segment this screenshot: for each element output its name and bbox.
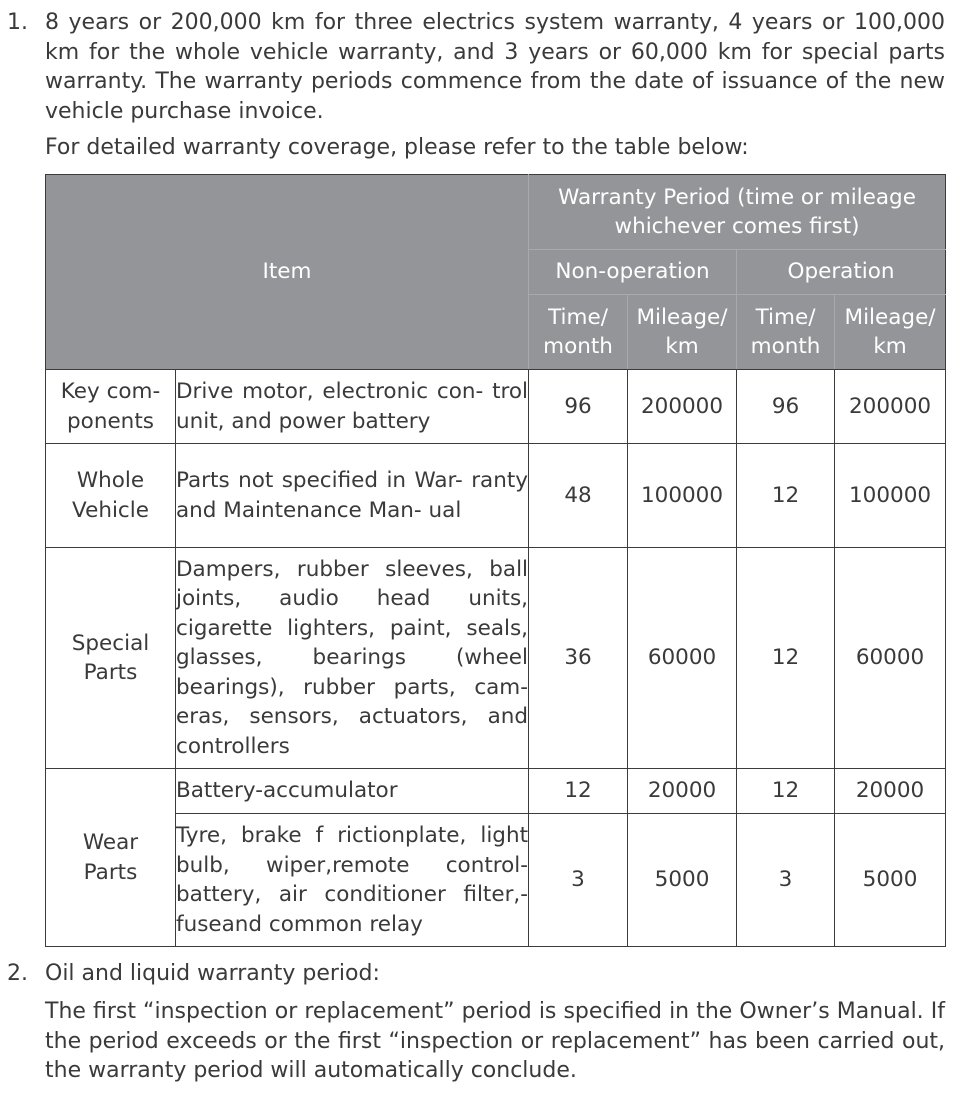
operation-time-cell: 12 <box>737 769 835 814</box>
non-operation-mileage-cell: 100000 <box>628 444 737 548</box>
list-item-text: Oil and liquid warranty period: <box>45 961 380 986</box>
header-item: Item <box>46 175 529 370</box>
category-cell: Special Parts <box>46 548 176 769</box>
list-item-2 <box>7 959 945 989</box>
list-item-text: 8 years or 200,000 km for three electrics system warranty, 4 years or 100,000 km for the whole vehicle warranty, and 3 years or 60,000 km for special parts warranty. The warranty periods commence from the date of issuance of the new vehicle purchase invoice. <box>45 10 945 124</box>
header-mileage-km: Mileage/ km <box>835 295 946 370</box>
table-row <box>46 769 946 814</box>
paragraph: The first “inspection or replacement” period is specified in the Owner’s Manual. If the period exceeds or the first “inspection or replacement” has been carried out, the warranty period will automatically conclude. <box>45 999 945 1083</box>
header-warranty-period: Warranty Period (time or mileage whichever comes first) <box>529 175 946 250</box>
table-row <box>46 814 946 947</box>
non-operation-time-cell: 36 <box>529 548 628 769</box>
operation-time-cell: 96 <box>737 370 835 444</box>
operation-mileage-cell: 100000 <box>835 444 946 548</box>
operation-time-cell: 3 <box>737 814 835 947</box>
non-operation-time-cell: 3 <box>529 814 628 947</box>
non-operation-mileage-cell: 60000 <box>628 548 737 769</box>
list-number: 2. <box>7 961 28 986</box>
description-cell: Tyre, brake f rictionplate, light bulb, wiper,remote control- battery, air conditioner filter,- fuseand common relay <box>176 814 529 947</box>
list-item-1 <box>7 8 945 126</box>
list-number: 1. <box>7 10 28 35</box>
description-cell: Drive motor, electronic con- trol unit, and power battery <box>176 370 529 444</box>
non-operation-time-cell: 12 <box>529 769 628 814</box>
description-cell: Battery-accumulator <box>176 769 529 814</box>
operation-mileage-cell: 20000 <box>835 769 946 814</box>
table-row <box>46 548 946 769</box>
table-row <box>46 444 946 548</box>
header-operation: Operation <box>737 250 946 295</box>
header-mileage-km: Mileage/ km <box>628 295 737 370</box>
non-operation-time-cell: 48 <box>529 444 628 548</box>
warranty-table <box>45 174 946 947</box>
table-intro: For detailed warranty coverage, please refer to the table below: <box>45 135 749 160</box>
operation-time-cell: 12 <box>737 444 835 548</box>
non-operation-time-cell: 96 <box>529 370 628 444</box>
header-time-month: Time/ month <box>529 295 628 370</box>
operation-mileage-cell: 60000 <box>835 548 946 769</box>
table-row <box>46 370 946 444</box>
non-operation-mileage-cell: 200000 <box>628 370 737 444</box>
header-time-month: Time/ month <box>737 295 835 370</box>
non-operation-mileage-cell: 20000 <box>628 769 737 814</box>
operation-time-cell: 12 <box>737 548 835 769</box>
category-cell: Key com- ponents <box>46 370 176 444</box>
category-cell: Wear Parts <box>46 769 176 947</box>
category-cell: Whole Vehicle <box>46 444 176 548</box>
non-operation-mileage-cell: 5000 <box>628 814 737 947</box>
operation-mileage-cell: 5000 <box>835 814 946 947</box>
header-non-operation: Non-operation <box>529 250 737 295</box>
description-cell: Parts not specified in War- ranty and Maintenance Man- ual <box>176 444 529 548</box>
operation-mileage-cell: 200000 <box>835 370 946 444</box>
description-cell: Dampers, rubber sleeves, ball joints, audio head units, cigarette lighters, paint, seals, glasses, bearings (wheel bearings), rubber parts, cam- eras, sensors, actuators, and controllers <box>176 548 529 769</box>
